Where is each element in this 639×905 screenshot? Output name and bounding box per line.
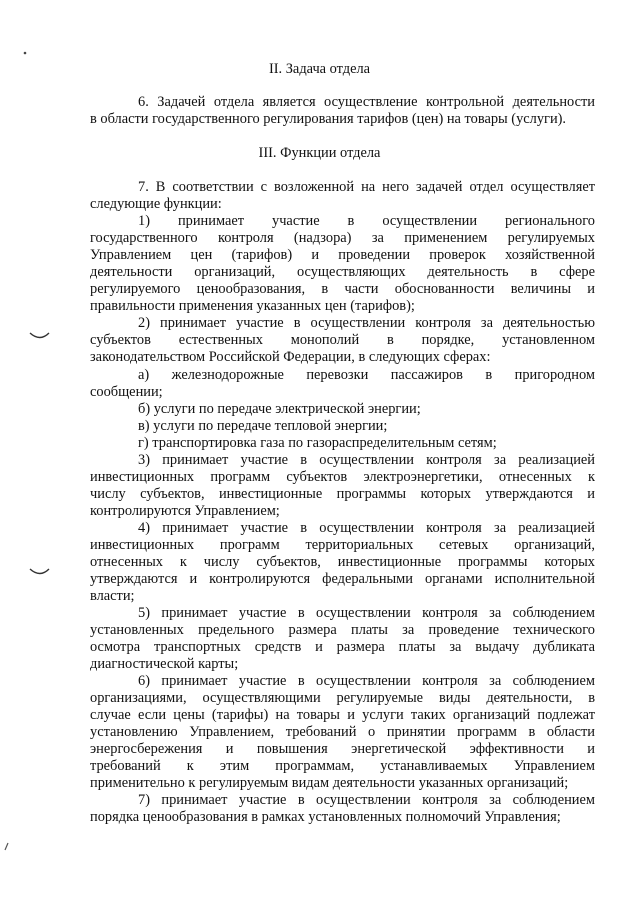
function-3-line-2: инвестиционных программ субъектов электроэнергетики, отнесенных к <box>90 469 595 485</box>
function-2-line-3: законодательством Российской Федерации, в следующих сферах: <box>90 349 491 365</box>
function-1-line-3: Управлением цен (тарифов) и проведении проверок хозяйственной <box>90 247 595 263</box>
function-3-line-3: числу субъектов, инвестиционные программы которых утверждаются и <box>90 486 595 502</box>
function-2a-line-1: а) железнодорожные перевозки пассажиров в пригородном <box>138 367 595 383</box>
function-1-line-4: деятельности организаций, осуществляющих деятельность в сфере <box>90 264 595 280</box>
paragraph-6-line-1: 6. Задачей отдела является осуществление контрольной деятельности <box>138 94 595 110</box>
function-7-line-1: 7) принимает участие в осуществлении контроля за соблюдением <box>138 792 595 808</box>
function-1-line-1: 1) принимает участие в осуществлении регионального <box>138 213 595 229</box>
scan-mark-left-1 <box>28 330 52 344</box>
function-5-line-3: осмотра транспортных средств и размера платы за выдачу дубликата <box>90 639 595 655</box>
function-4-line-4: утверждаются и контролируются федеральными органами исполнительной <box>90 571 595 587</box>
function-4-line-3: отнесенных к числу субъектов, инвестиционные программы которых <box>90 554 595 570</box>
function-6-line-3: случае если цены (тарифы) на товары и услуги таких организаций подлежат <box>90 707 595 723</box>
function-4-line-2: инвестиционных программ территориальных сетевых организаций, <box>90 537 595 553</box>
paragraph-7-line-2: следующие функции: <box>90 196 222 212</box>
scan-mark-bottom <box>2 842 10 852</box>
section-3-title: III. Функции отдела <box>258 145 381 161</box>
function-2-line-1: 2) принимает участие в осуществлении контроля за деятельностью <box>138 315 595 331</box>
function-6-line-4: установлению Управлением, требований о принятии программ в области <box>90 724 595 740</box>
function-2d: г) транспортировка газа по газораспределительным сетям; <box>138 435 497 451</box>
function-6-line-1: 6) принимает участие в осуществлении контроля за соблюдением <box>138 673 595 689</box>
function-3-line-1: 3) принимает участие в осуществлении контроля за реализацией <box>138 452 595 468</box>
function-1-line-5: регулируемого ценообразования, в части обоснованности величины и <box>90 281 595 297</box>
function-6-line-2: организациями, осуществляющими регулируемые виды деятельности, в <box>90 690 595 706</box>
function-5-line-2: установленных предельного размера платы за проведение технического <box>90 622 595 638</box>
function-2c: в) услуги по передаче тепловой энергии; <box>138 418 388 434</box>
function-6-line-7: применительно к регулируемым видам деятельности указанных организаций; <box>90 775 569 791</box>
function-7-line-2: порядка ценообразования в рамках установленных полномочий Управления; <box>90 809 561 825</box>
paragraph-7-line-1: 7. В соответствии с возложенной на него задачей отдел осуществляет <box>138 179 595 195</box>
function-6-line-5: энергосбережения и повышения энергетической эффективности и <box>90 741 595 757</box>
scan-mark-top <box>22 50 28 56</box>
function-2b: б) услуги по передаче электрической энергии; <box>138 401 421 417</box>
function-1-line-2: государственного контроля (надзора) за применением регулируемых <box>90 230 595 246</box>
paragraph-6-line-2: в области государственного регулирования тарифов (цен) на товары (услуги). <box>90 111 567 127</box>
scan-mark-left-2 <box>28 566 52 580</box>
function-1-line-6: правильности применения указанных цен (тарифов); <box>90 298 415 314</box>
function-6-line-6: требований к этим программам, устанавливаемых Управлением <box>90 758 595 774</box>
function-2a-line-2: сообщении; <box>90 384 163 400</box>
function-3-line-4: контролируются Управлением; <box>90 503 280 519</box>
section-2-title: II. Задача отдела <box>268 61 371 77</box>
function-5-line-4: диагностической карты; <box>90 656 239 672</box>
function-4-line-1: 4) принимает участие в осуществлении контроля за реализацией <box>138 520 595 536</box>
function-5-line-1: 5) принимает участие в осуществлении контроля за соблюдением <box>138 605 595 621</box>
function-4-line-5: власти; <box>90 588 135 604</box>
function-2-line-2: субъектов естественных монополий в порядке, установленном <box>90 332 595 348</box>
